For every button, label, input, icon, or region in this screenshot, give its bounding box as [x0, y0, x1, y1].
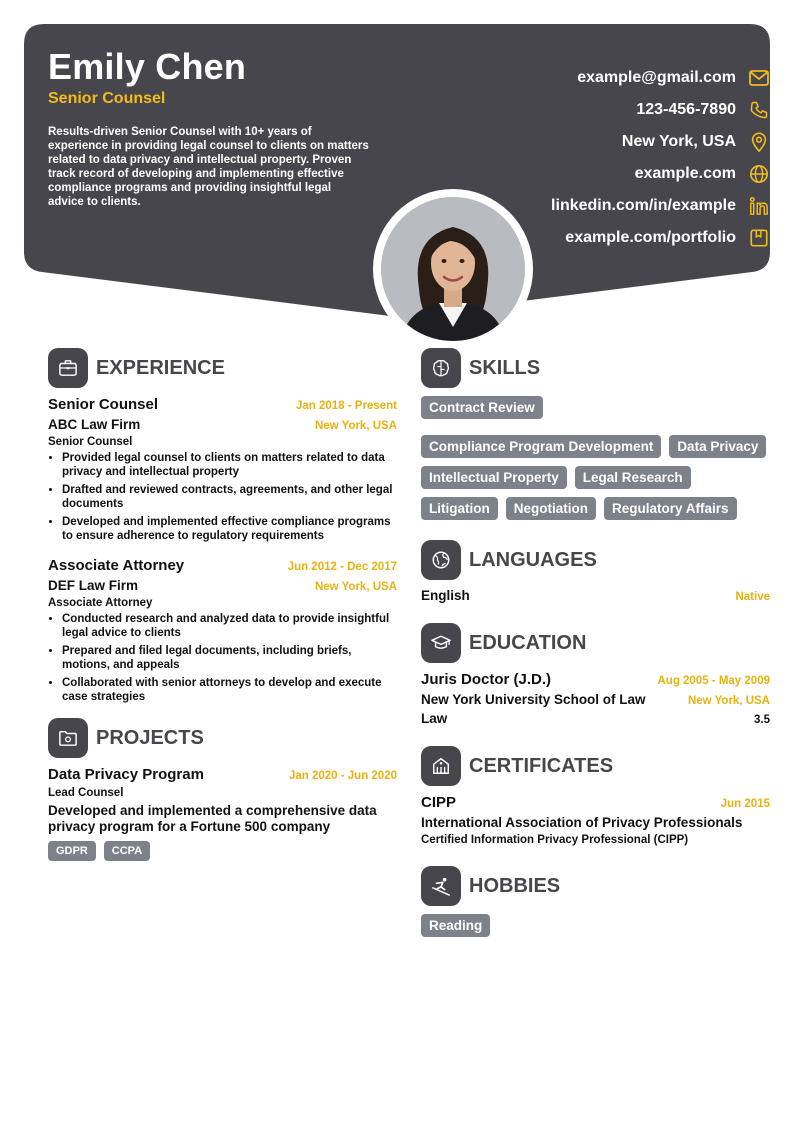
skill-chip: Data Privacy [669, 435, 766, 458]
project-name: Data Privacy Program [48, 766, 204, 783]
hobby-chip: Reading [421, 914, 490, 937]
job-bullets [48, 451, 397, 543]
certificate-item [421, 794, 770, 846]
graduation-cap-icon [421, 623, 461, 663]
phone-icon [748, 99, 770, 121]
job-role: Senior Counsel [48, 436, 133, 448]
certificates-title: CERTIFICATES [469, 754, 614, 777]
education-school: New York University School of Law [421, 692, 646, 707]
skill-chip: Compliance Program Development [421, 435, 661, 458]
language-globe-icon [421, 540, 461, 580]
contact-location-text: New York, USA [621, 133, 736, 150]
skill-chip: Legal Research [575, 466, 691, 489]
language-name: English [421, 588, 470, 603]
education-item [421, 671, 770, 726]
job-company: ABC Law Firm [48, 417, 141, 432]
job-bullet: • Provided legal counsel to clients on matters related to data privacy and intellectual property [62, 451, 397, 479]
candidate-title: Senior Counsel [48, 90, 166, 107]
certificates-section-header [421, 746, 770, 786]
job-bullets [48, 612, 397, 704]
education-date: Aug 2005 - May 2009 [657, 675, 770, 687]
skill-chip: Regulatory Affairs [604, 497, 737, 520]
project-tag: GDPR [48, 841, 96, 861]
right-column [421, 348, 770, 937]
left-column [48, 348, 397, 861]
job-date: Jan 2018 - Present [295, 400, 397, 412]
linkedin-icon [748, 195, 770, 217]
languages-section-header [421, 540, 770, 580]
brain-icon [421, 348, 461, 388]
contact-email-text[interactable]: example@gmail.com [577, 69, 736, 86]
education-title: EDUCATION [469, 631, 587, 654]
profile-photo [373, 189, 533, 349]
experience-section-header [48, 348, 397, 388]
hobbies-title: HOBBIES [469, 874, 561, 897]
job-bullet: • Prepared and filed legal documents, including briefs, motions, and appeals [62, 644, 397, 672]
summary-text: Results-driven Senior Counsel with 10+ years of experience in providing legal counsel to clients on matters related to data privacy and intellectual property. Proven track record of developing and implementing effective compliance programs and providing insightful legal advice to clients. [48, 126, 369, 208]
job-bullet: • Developed and implemented effective compliance programs to ensure adherence to regulatory requirements [62, 515, 397, 543]
job-bullet: • Conducted research and analyzed data to provide insightful legal advice to clients [62, 612, 397, 640]
candidate-name: Emily Chen [48, 46, 247, 87]
education-field: Law [421, 711, 448, 726]
skill-chip: Contract Review [421, 396, 543, 419]
job-position: Senior Counsel [48, 396, 159, 413]
certificate-name: CIPP [421, 794, 457, 811]
job-location: New York, USA [314, 420, 397, 432]
skier-icon [421, 866, 461, 906]
location-icon [748, 131, 770, 153]
experience-title: EXPERIENCE [96, 356, 225, 379]
folder-icon [48, 718, 88, 758]
education-location: New York, USA [687, 695, 770, 707]
job-bullet: • Collaborated with senior attorneys to develop and execute case strategies [62, 676, 397, 704]
job-date: Jun 2012 - Dec 2017 [287, 561, 397, 573]
avatar [381, 197, 525, 341]
language-level: Native [735, 591, 770, 603]
contact-location [410, 126, 770, 158]
briefcase-icon [48, 348, 88, 388]
portfolio-icon [748, 227, 770, 249]
certificate-full-name: Certified Information Privacy Professional (CIPP) [421, 834, 689, 846]
contact-phone-text[interactable]: 123-456-7890 [636, 101, 736, 118]
skills-title: SKILLS [469, 356, 541, 379]
contact-website[interactable] [410, 158, 770, 190]
project-tag: CCPA [104, 841, 150, 861]
job-role: Associate Attorney [48, 597, 153, 609]
hobbies-section-header [421, 866, 770, 906]
certificate-issuer: International Association of Privacy Professionals [421, 815, 743, 830]
email-icon [748, 67, 770, 89]
education-section-header [421, 623, 770, 663]
education-gpa: 3.5 [754, 714, 770, 726]
skill-chip: Intellectual Property [421, 466, 567, 489]
skills-list [421, 396, 770, 520]
job-bullet: • Drafted and reviewed contracts, agreements, and other legal documents [62, 483, 397, 511]
project-date: Jan 2020 - Jun 2020 [288, 770, 397, 782]
contact-portfolio-text[interactable]: example.com/portfolio [565, 229, 736, 246]
education-degree: Juris Doctor (J.D.) [421, 671, 552, 688]
language-item [421, 588, 770, 603]
skills-section-header [421, 348, 770, 388]
projects-title: PROJECTS [96, 726, 204, 749]
job-location: New York, USA [314, 581, 397, 593]
job-company: DEF Law Firm [48, 578, 139, 593]
contact-website-text[interactable]: example.com [634, 165, 736, 182]
project-role: Lead Counsel [48, 787, 124, 799]
job-position: Associate Attorney [48, 557, 185, 574]
experience-item [48, 557, 397, 704]
hobbies-list [421, 914, 770, 937]
skill-chip: Negotiation [506, 497, 596, 520]
project-tags [48, 841, 397, 861]
contact-linkedin-text[interactable]: linkedin.com/in/example [551, 197, 736, 214]
project-description: Developed and implemented a comprehensive data privacy program for a Fortune 500 company [48, 803, 377, 834]
certificate-date: Jun 2015 [720, 798, 770, 810]
building-icon [421, 746, 461, 786]
globe-icon [748, 163, 770, 185]
experience-item [48, 396, 397, 543]
project-item [48, 766, 397, 861]
projects-section-header [48, 718, 397, 758]
contact-phone[interactable] [410, 94, 770, 126]
languages-title: LANGUAGES [469, 548, 597, 571]
skill-chip: Litigation [421, 497, 498, 520]
contact-email[interactable] [410, 62, 770, 94]
